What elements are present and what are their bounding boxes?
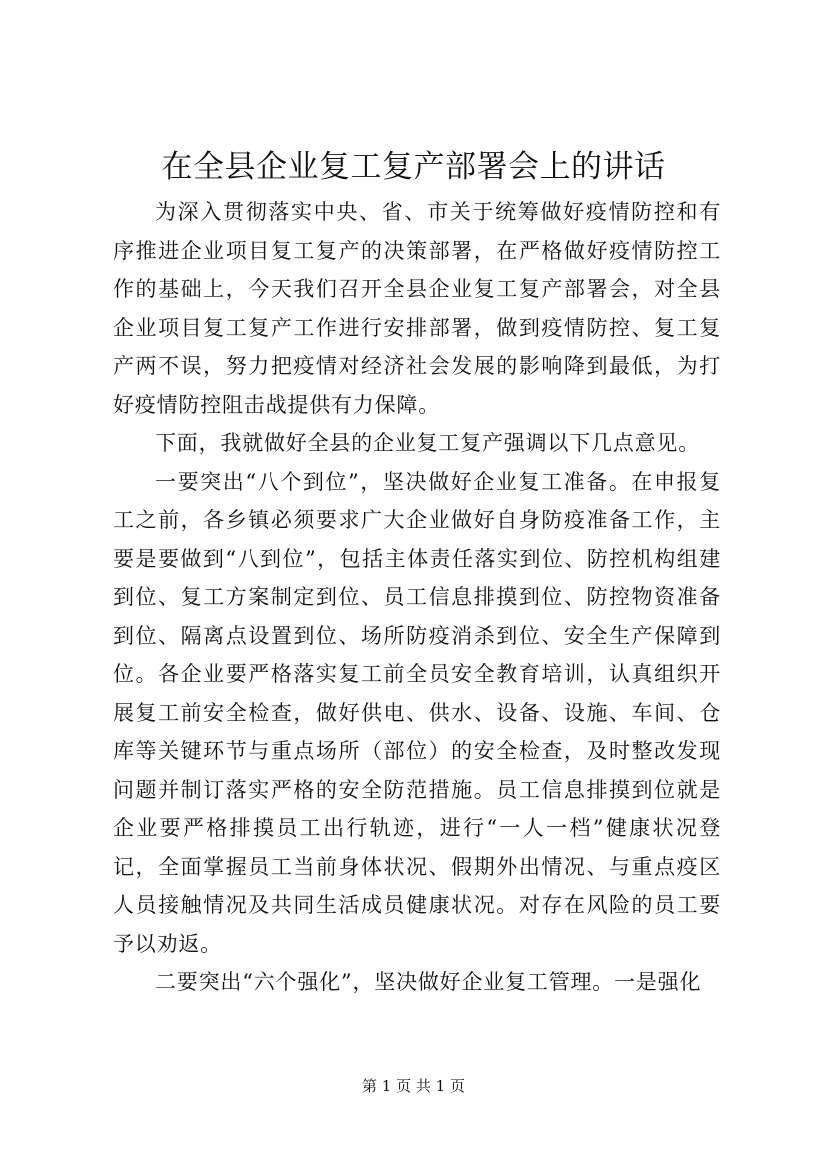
document-title: 在全县企业复工复产部署会上的讲话 (161, 149, 666, 185)
page-footer: 第 1 页 共 1 页 (362, 1077, 465, 1095)
paragraph-opening: 下面，我就做好全县的企业复工复产强调以下几点意见。 (155, 431, 700, 455)
paragraph-point-one: 一要突出“八个到位”，坚决做好企业复工准备。在申报复工之前，各乡镇必须要求广大企业做好自身防疫准备工作，主要是要做到“八到位”，包括主体责任落实到位、防控机构组建到位、复工方案制定到位、员工信息排摸到位、防控物资准备到位、隔离点设置到位、场所防疫消杀到位、安全生产保障到位。各企业要严格落实复工前全员安全教育培训，认真组织开展复工前安全检查，做好供电、供水、设备、设施、车间、仓库等关键环节与重点场所（部位）的安全检查，及时整改发现问题并制订落实严格的安全防范措施。员工信息排摸到位就是企业要严格排摸员工出行轨迹，进行“一人一档”健康状况登记，全面掌握员工当前身体状况、假期外出情况、与重点疫区人员接触情况及共同生活成员健康状况。对存在风险的员工要予以劝返。 (113, 469, 721, 956)
paragraph-intro: 为深入贯彻落实中央、省、市关于统筹做好疫情防控和有序推进企业项目复工复产的决策部署，在严格做好疫情防控工作的基础上，今天我们召开全县企业复工复产部署会，对全县企业项目复工复产工作进行安排部署，做到疫情防控、复工复产两不误，努力把疫情对经济社会发展的影响降到最低，为打好疫情防控阻击战提供有力保障。 (113, 200, 721, 417)
paragraph-point-two: 二要突出“六个强化”，坚决做好企业复工管理。一是强化 (155, 970, 702, 994)
document-body (113, 193, 721, 1002)
